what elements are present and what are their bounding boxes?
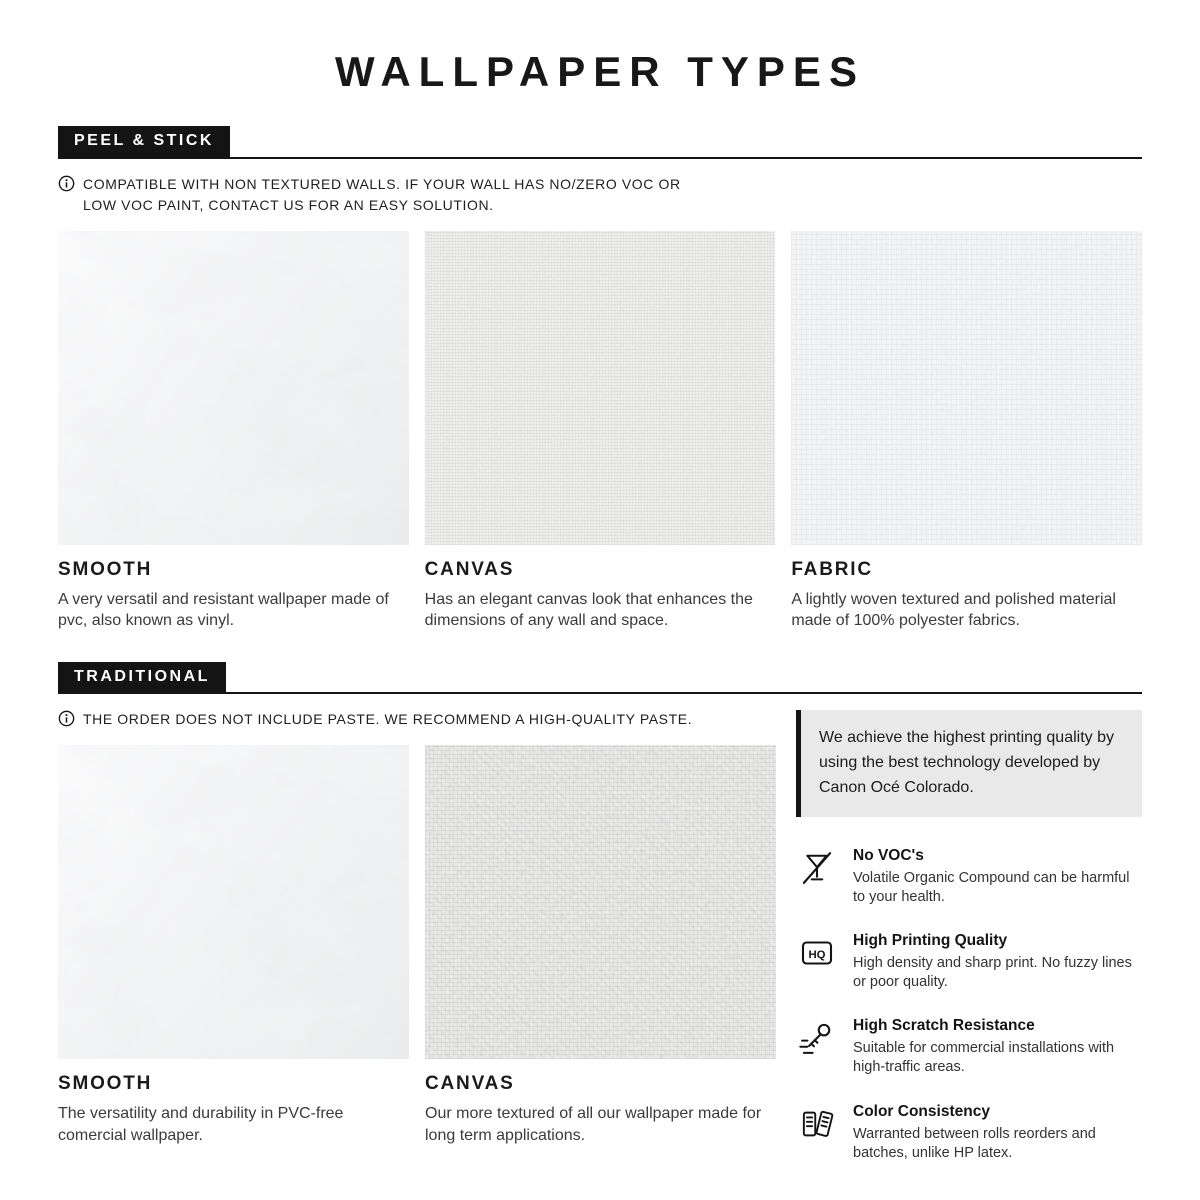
feature-description: Volatile Organic Compound can be harmful to your health.	[853, 869, 1130, 905]
print-quality-panel	[796, 694, 1142, 1187]
peel-stick-note-text: COMPATIBLE WITH NON TEXTURED WALLS. IF YOUR WALL HAS NO/ZERO VOC OR LOW VOC PAINT, CONTACT US FOR AN EASY SOLUTION.	[83, 175, 681, 213]
swatch-description: The versatility and durability in PVC-free comercial wallpaper.	[58, 1105, 344, 1144]
canvas-swatch-image	[425, 231, 776, 545]
page-title: WALLPAPER TYPES	[335, 48, 865, 95]
feature-description: High density and sharp print. No fuzzy lines or poor quality.	[853, 955, 1132, 991]
canvas-swatch-image	[425, 745, 776, 1059]
swatch-name: FABRIC	[791, 558, 873, 580]
swatch-description: A very versatil and resistant wallpaper made of pvc, also known as vinyl.	[58, 590, 389, 630]
hq-icon	[796, 932, 838, 974]
caption-canvas	[425, 559, 776, 632]
info-icon	[58, 175, 75, 192]
smooth-swatch-image	[58, 231, 409, 545]
section-label-peel-stick: PEEL & STICK	[58, 126, 230, 157]
section-header-peel-stick	[58, 126, 1142, 159]
traditional-swatches-column	[58, 694, 776, 1187]
swatch-name: CANVAS	[425, 1073, 515, 1095]
feature-text	[853, 932, 1142, 992]
traditional-area	[58, 694, 1142, 1187]
section-header-traditional	[58, 662, 1142, 695]
traditional-note-text: THE ORDER DOES NOT INCLUDE PASTE. WE RECOMMEND A HIGH-QUALITY PASTE.	[83, 711, 693, 728]
smooth-swatch-image	[58, 745, 409, 1059]
info-icon	[58, 710, 75, 727]
fabric-swatch-image	[791, 231, 1142, 545]
traditional-note	[58, 709, 776, 730]
swatch-description: Our more textured of all our wallpaper made for long term applications.	[425, 1105, 762, 1144]
feature-description: Suitable for commercial installations with high-traffic areas.	[853, 1040, 1115, 1076]
caption-canvas	[425, 1073, 776, 1146]
quality-quote: We achieve the highest printing quality by using the best technology developed by Canon Océ Colorado.	[796, 710, 1142, 816]
swatch-name: SMOOTH	[58, 1073, 153, 1095]
swatch-description: A lightly woven textured and polished material made of 100% polyester fabrics.	[791, 590, 1116, 630]
swatch-description: Has an elegant canvas look that enhances the dimensions of any wall and space.	[424, 590, 753, 630]
traditional-captions	[58, 1073, 776, 1146]
feature-description: Warranted between rolls reorders and batches, unlike HP latex.	[853, 1125, 1096, 1161]
feature-color-consistency	[796, 1103, 1142, 1163]
caption-smooth	[58, 1073, 409, 1146]
caption-smooth	[58, 559, 409, 632]
feature-title: Color Consistency	[853, 1102, 990, 1120]
swatch-name: CANVAS	[424, 558, 515, 580]
hq-icon-label: HQ	[808, 948, 826, 961]
feature-text	[853, 1017, 1142, 1077]
no-voc-icon	[796, 847, 838, 889]
peel-stick-note	[58, 174, 1142, 216]
feature-title: No VOC's	[853, 846, 924, 864]
caption-fabric	[791, 559, 1142, 632]
scratch-resistance-icon	[796, 1017, 838, 1059]
feature-text	[853, 847, 1142, 907]
feature-high-printing-quality	[796, 932, 1142, 992]
section-label-traditional: TRADITIONAL	[58, 662, 226, 693]
traditional-swatch-row	[58, 745, 776, 1059]
peel-stick-swatch-row	[58, 231, 1142, 545]
swatch-name: SMOOTH	[58, 558, 153, 580]
feature-scratch-resistance	[796, 1017, 1142, 1077]
feature-text	[853, 1103, 1142, 1163]
feature-title: High Scratch Resistance	[853, 1017, 1035, 1035]
feature-list	[796, 847, 1142, 1163]
feature-title: High Printing Quality	[853, 932, 1008, 950]
color-swatches-icon	[796, 1103, 838, 1145]
peel-stick-captions	[58, 559, 1142, 632]
feature-no-voc	[796, 847, 1142, 907]
